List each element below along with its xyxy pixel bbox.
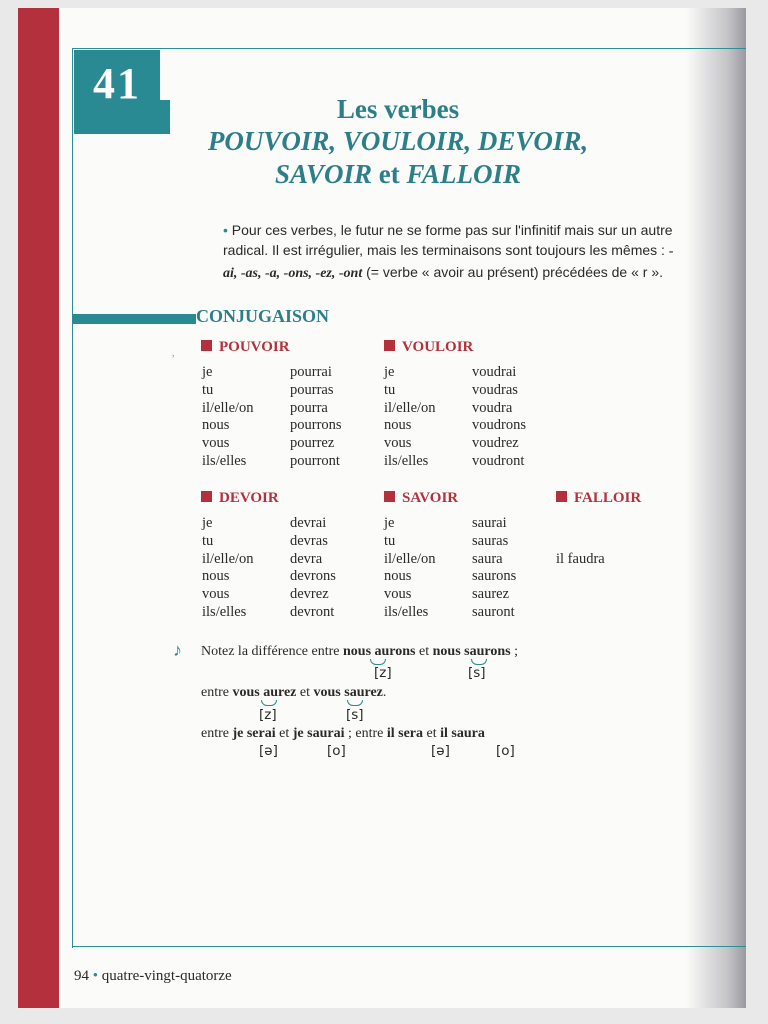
pronoun: il/elle/on bbox=[384, 550, 436, 567]
verb-form: voudront bbox=[472, 452, 525, 469]
liaison-mark bbox=[261, 700, 277, 706]
conjugation-row bbox=[202, 382, 342, 400]
section-title: CONJUGAISON bbox=[196, 306, 330, 326]
conjugation-row bbox=[202, 515, 336, 533]
conjugation-row bbox=[384, 568, 516, 586]
note-text: entre bbox=[201, 726, 233, 741]
pronoun: nous bbox=[384, 417, 412, 434]
chapter-badge bbox=[74, 50, 160, 134]
pronoun: il/elle/on bbox=[202, 399, 254, 416]
verb-heading-falloir bbox=[556, 490, 641, 507]
pronoun: vous bbox=[384, 435, 412, 452]
verb-form: pourra bbox=[290, 399, 328, 416]
verb-heading-pouvoir bbox=[201, 339, 290, 356]
verb-form: voudrai bbox=[472, 364, 517, 380]
note-example: il saura bbox=[440, 726, 485, 741]
frame-line-top bbox=[72, 48, 746, 49]
conjugation-row bbox=[202, 417, 342, 435]
phonetic-z: [z] bbox=[259, 707, 277, 723]
note-text: ; bbox=[510, 644, 518, 659]
pronoun: vous bbox=[384, 586, 412, 603]
conjugation-row bbox=[202, 604, 336, 622]
verb-heading-devoir bbox=[201, 490, 279, 507]
phonetic-s: [s] bbox=[468, 665, 486, 681]
conjugation-falloir bbox=[556, 551, 605, 569]
verb-name-devoir: DEVOIR bbox=[219, 490, 279, 506]
verb-heading-savoir bbox=[384, 490, 458, 507]
frame-line-bottom bbox=[72, 946, 746, 947]
conjugation-row bbox=[384, 382, 526, 400]
pronoun: nous bbox=[384, 568, 412, 585]
title-savoir: SAVOIR bbox=[274, 159, 372, 189]
conjugation-row bbox=[202, 533, 336, 551]
verb-form: pourrai bbox=[290, 364, 332, 380]
conjugation-row bbox=[384, 551, 516, 569]
verb-form: voudrons bbox=[472, 417, 526, 434]
conjugation-pouvoir bbox=[202, 364, 342, 471]
verb-name-pouvoir: POUVOIR bbox=[219, 339, 290, 355]
conjugation-row bbox=[202, 586, 336, 604]
note-line-3 bbox=[201, 726, 485, 742]
verb-heading-vouloir bbox=[384, 339, 473, 356]
verb-form: saura bbox=[472, 550, 503, 567]
pronoun: tu bbox=[384, 532, 396, 549]
note-example: nous saurons bbox=[432, 644, 511, 659]
intro-text-1: Pour ces verbes, le futur ne se forme pas sur l'infinitif mais sur un autre radical. Il est irrégulier, mais les terminaisons sont toujours les mêmes : bbox=[223, 222, 673, 258]
note-text: entre bbox=[201, 685, 233, 700]
pronoun: je bbox=[384, 515, 395, 531]
verb-form: il faudra bbox=[556, 551, 605, 567]
pronoun: vous bbox=[202, 435, 230, 452]
title-line-1: Les verbes bbox=[336, 94, 460, 124]
pronoun: ils/elles bbox=[202, 603, 247, 620]
verb-form: sauront bbox=[472, 603, 515, 620]
note-line-2 bbox=[201, 685, 386, 701]
chapter-number: 41 bbox=[93, 59, 141, 108]
verb-form: pourrez bbox=[290, 435, 335, 452]
footer-bullet: • bbox=[92, 968, 99, 984]
note-line-1 bbox=[201, 644, 518, 660]
note-text: . bbox=[382, 685, 387, 700]
section-bar bbox=[72, 314, 196, 324]
conjugation-row bbox=[202, 364, 342, 382]
verb-form: devront bbox=[290, 603, 335, 620]
note-example: il sera bbox=[386, 726, 423, 741]
pronoun: je bbox=[202, 364, 213, 380]
note-text: ; entre bbox=[344, 726, 387, 741]
conjugation-row bbox=[384, 417, 526, 435]
conjugation-row bbox=[384, 435, 526, 453]
conjugation-row bbox=[384, 400, 526, 418]
square-bullet-icon bbox=[384, 340, 395, 351]
conjugation-row bbox=[384, 604, 516, 622]
conjugation-row bbox=[384, 364, 526, 382]
red-margin-strip bbox=[18, 8, 59, 1008]
page-number-words: quatre-vingt-quatorze bbox=[101, 968, 232, 984]
note-example: nous aurons bbox=[343, 644, 416, 659]
pronoun: ils/elles bbox=[384, 452, 429, 469]
page-number: 94 bbox=[74, 968, 89, 984]
note-text: et bbox=[296, 685, 314, 700]
pronoun: tu bbox=[202, 532, 214, 549]
verb-name-falloir: FALLOIR bbox=[574, 490, 642, 506]
phonetic-schwa: [ə] bbox=[259, 743, 278, 759]
pronoun: je bbox=[384, 364, 395, 380]
phonetic-z: [z] bbox=[374, 665, 392, 681]
note-text: et bbox=[275, 726, 293, 741]
verb-form: devrai bbox=[290, 515, 327, 531]
square-bullet-icon bbox=[201, 491, 212, 502]
verb-form: pourras bbox=[290, 381, 334, 398]
note-example: je saurai bbox=[292, 726, 345, 741]
pronoun: il/elle/on bbox=[384, 399, 436, 416]
pronoun: ils/elles bbox=[202, 452, 247, 469]
verb-name-savoir: SAVOIR bbox=[402, 490, 459, 506]
page-footer bbox=[74, 968, 232, 985]
conjugation-row bbox=[202, 551, 336, 569]
pronoun: nous bbox=[202, 417, 230, 434]
stray-mark: , bbox=[172, 348, 175, 359]
pronoun: nous bbox=[202, 568, 230, 585]
note-example: vous aurez bbox=[232, 685, 297, 700]
intro-bullet: • bbox=[223, 222, 228, 238]
verb-form: voudrez bbox=[472, 435, 519, 452]
phonetic-s: [s] bbox=[346, 707, 364, 723]
conjugation-devoir bbox=[202, 515, 336, 622]
conjugation-row bbox=[384, 515, 516, 533]
phonetic-o: [o] bbox=[496, 743, 515, 759]
note-text: Notez la différence entre bbox=[201, 644, 343, 659]
conjugation-row bbox=[202, 453, 342, 471]
conjugation-vouloir bbox=[384, 364, 526, 471]
title-falloir: FALLOIR bbox=[406, 159, 522, 189]
textbook-page bbox=[18, 8, 746, 1008]
verb-form: voudra bbox=[472, 399, 513, 416]
verb-form: devrons bbox=[290, 568, 336, 585]
verb-form: saurons bbox=[472, 568, 517, 585]
conjugation-row bbox=[202, 568, 336, 586]
note-example: je serai bbox=[232, 726, 276, 741]
phonetic-o: [o] bbox=[327, 743, 346, 759]
intro-paragraph bbox=[223, 220, 685, 284]
note-example: vous saurez bbox=[313, 685, 383, 700]
intro-endings: -ai, -as, -a, -ons, -ez, -ont bbox=[223, 244, 674, 281]
note-text: et bbox=[415, 644, 433, 659]
pronoun: tu bbox=[384, 381, 396, 398]
square-bullet-icon bbox=[384, 491, 395, 502]
verb-form: voudras bbox=[472, 381, 518, 398]
pronoun: tu bbox=[202, 381, 214, 398]
gutter-shadow bbox=[686, 8, 746, 1008]
conjugation-savoir bbox=[384, 515, 516, 622]
verb-form: saurai bbox=[472, 515, 507, 531]
conjugation-row bbox=[384, 586, 516, 604]
title-line-2: POUVOIR, VOULOIR, DEVOIR, bbox=[207, 126, 589, 156]
conjugation-row bbox=[384, 453, 526, 471]
liaison-mark bbox=[347, 700, 363, 706]
conjugation-row bbox=[202, 400, 342, 418]
note-text: et bbox=[423, 726, 441, 741]
verb-form: pourrons bbox=[290, 417, 342, 434]
pronoun: je bbox=[202, 515, 213, 531]
verb-form: pourront bbox=[290, 452, 340, 469]
verb-form: sauras bbox=[472, 532, 509, 549]
pronoun: vous bbox=[202, 586, 230, 603]
title-et: et bbox=[372, 159, 407, 189]
phonetic-schwa: [ə] bbox=[431, 743, 450, 759]
verb-form: saurez bbox=[472, 586, 510, 603]
title-line-3 bbox=[168, 159, 628, 190]
frame-line-left bbox=[72, 48, 73, 948]
pronoun: il/elle/on bbox=[202, 550, 254, 567]
verb-name-vouloir: VOULOIR bbox=[402, 339, 474, 355]
square-bullet-icon bbox=[556, 491, 567, 502]
square-bullet-icon bbox=[201, 340, 212, 351]
intro-text-2: (= verbe « avoir au présent) précédées de « r ». bbox=[362, 264, 664, 280]
verb-form: devras bbox=[290, 532, 328, 549]
conjugation-row bbox=[202, 435, 342, 453]
verb-form: devra bbox=[290, 550, 323, 567]
conjugation-row bbox=[384, 533, 516, 551]
pronoun: ils/elles bbox=[384, 603, 429, 620]
music-note-icon: ♪ bbox=[173, 640, 182, 660]
verb-form: devrez bbox=[290, 586, 329, 603]
